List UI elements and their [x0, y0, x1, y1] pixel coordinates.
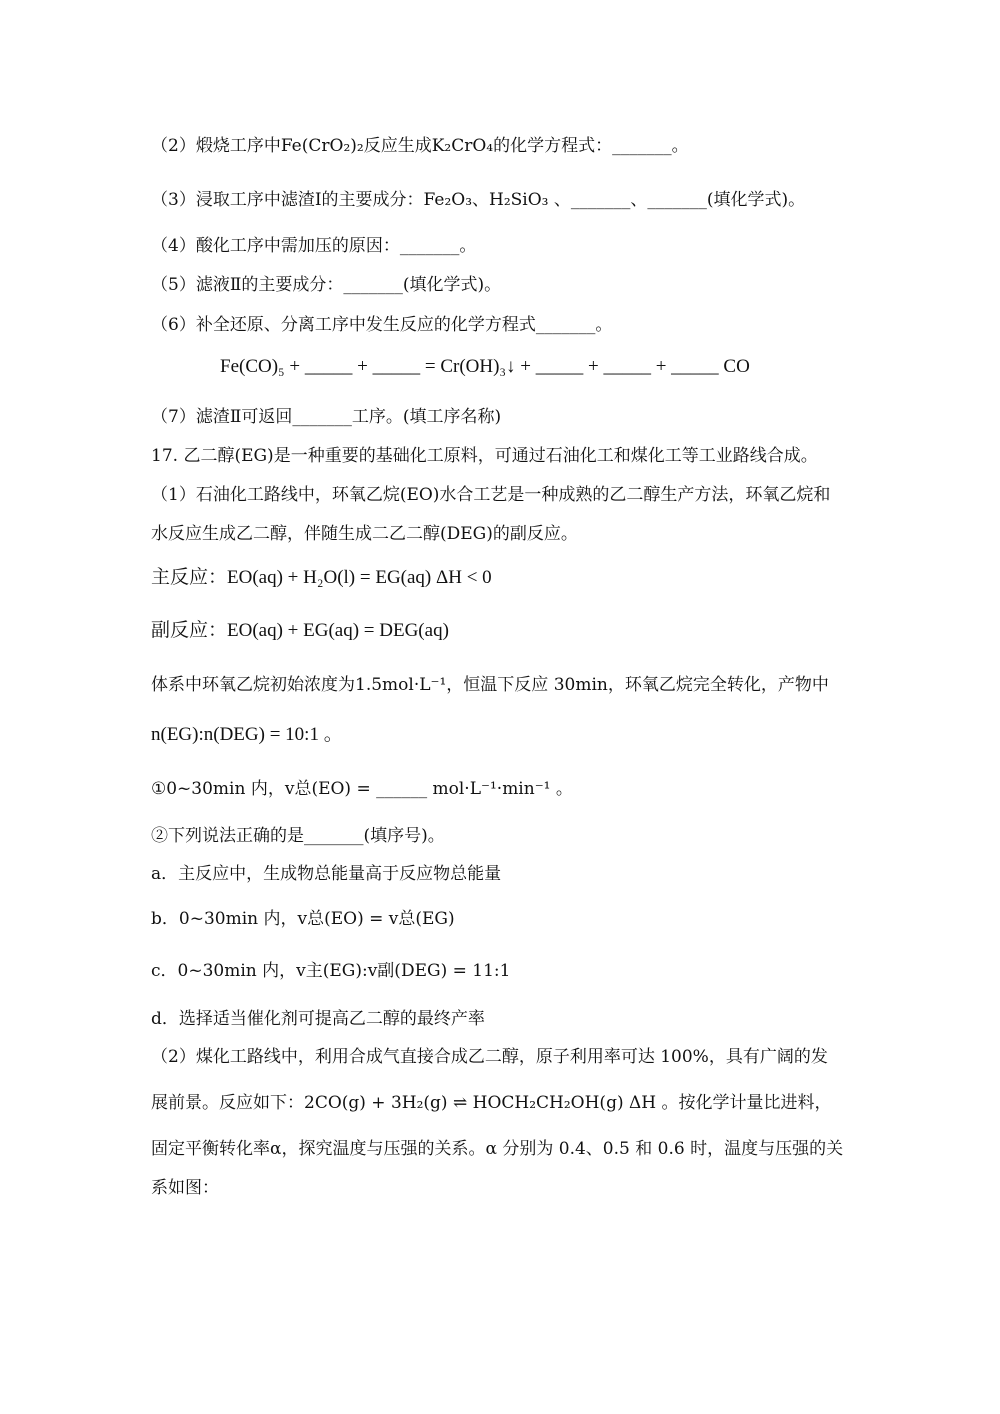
- question-16-7: （7）滤渣Ⅱ可返回_______工序。(填工序名称): [151, 407, 502, 427]
- question-16-5: （5）滤液Ⅱ的主要成分：_______(填化学式)。: [151, 275, 502, 295]
- question-17-2-line2: 展前景。反应如下：2CO(g) + 3H₂(g) ⇌ HOCH₂CH₂OH(g) ΔH 。按化学计量比进料，: [151, 1093, 832, 1113]
- question-16-2: （2）煅烧工序中Fe(CrO₂)₂反应生成K₂CrO₄的化学方程式：_______。: [151, 136, 689, 156]
- question-17-2-line3: 固定平衡转化率α，探究温度与压强的关系。α 分别为 0.4、0.5 和 0.6 时，温度与压强的关: [151, 1139, 844, 1159]
- question-17-1-line2: 水反应生成乙二醇，伴随生成二乙二醇(DEG)的副反应。: [151, 524, 578, 544]
- side-reaction: 副反应：EO(aq) + EG(aq) = DEG(aq): [151, 620, 449, 641]
- question-16-3: （3）浸取工序中滤渣Ⅰ的主要成分：Fe₂O₃、H₂SiO₃ 、_______、_______(填化学式)。: [151, 190, 806, 210]
- option-d: d．选择适当催化剂可提高乙二醇的最终产率: [151, 1009, 485, 1029]
- option-c: c．0~30min 内，v主(EG):v副(DEG) = 11:1: [151, 961, 511, 981]
- initial-concentration-text: 体系中环氧乙烷初始浓度为1.5mol·L⁻¹，恒温下反应 30min，环氧乙烷完全转化，产物中: [151, 675, 829, 695]
- question-16-6: （6）补全还原、分离工序中发生反应的化学方程式_______。: [151, 315, 613, 335]
- question-17-1-line1: （1）石油化工路线中，环氧乙烷(EO)水合工艺是一种成熟的乙二醇生产方法，环氧乙烷和: [151, 485, 831, 505]
- option-b: b．0~30min 内，v总(EO) = v总(EG): [151, 909, 455, 929]
- subquestion-1: ①0~30min 内，v总(EO) = ______ mol·L⁻¹·min⁻¹ 。: [151, 779, 573, 799]
- equation-fe-co5: Fe(CO)₅ + _____ + _____ = Cr(OH)₃↓ + _____ + _____ + _____ CO: [220, 356, 750, 377]
- question-17-2-line4: 系如图：: [151, 1178, 219, 1198]
- question-17-intro: 17. 乙二醇(EG)是一种重要的基础化工原料，可通过石油化工和煤化工等工业路线合成。: [151, 446, 818, 466]
- question-16-4: （4）酸化工序中需加压的原因：_______。: [151, 236, 477, 256]
- option-a: a．主反应中，生成物总能量高于反应物总能量: [151, 864, 502, 884]
- product-ratio: n(EG):n(DEG) = 10:1 。: [151, 724, 343, 745]
- question-17-2-line1: （2）煤化工路线中，利用合成气直接合成乙二醇，原子利用率可达 100%，具有广阔的发: [151, 1047, 828, 1067]
- main-reaction: 主反应：EO(aq) + H₂O(l) = EG(aq) ΔH < 0: [151, 567, 492, 588]
- subquestion-2: ②下列说法正确的是_______(填序号)。: [151, 826, 445, 846]
